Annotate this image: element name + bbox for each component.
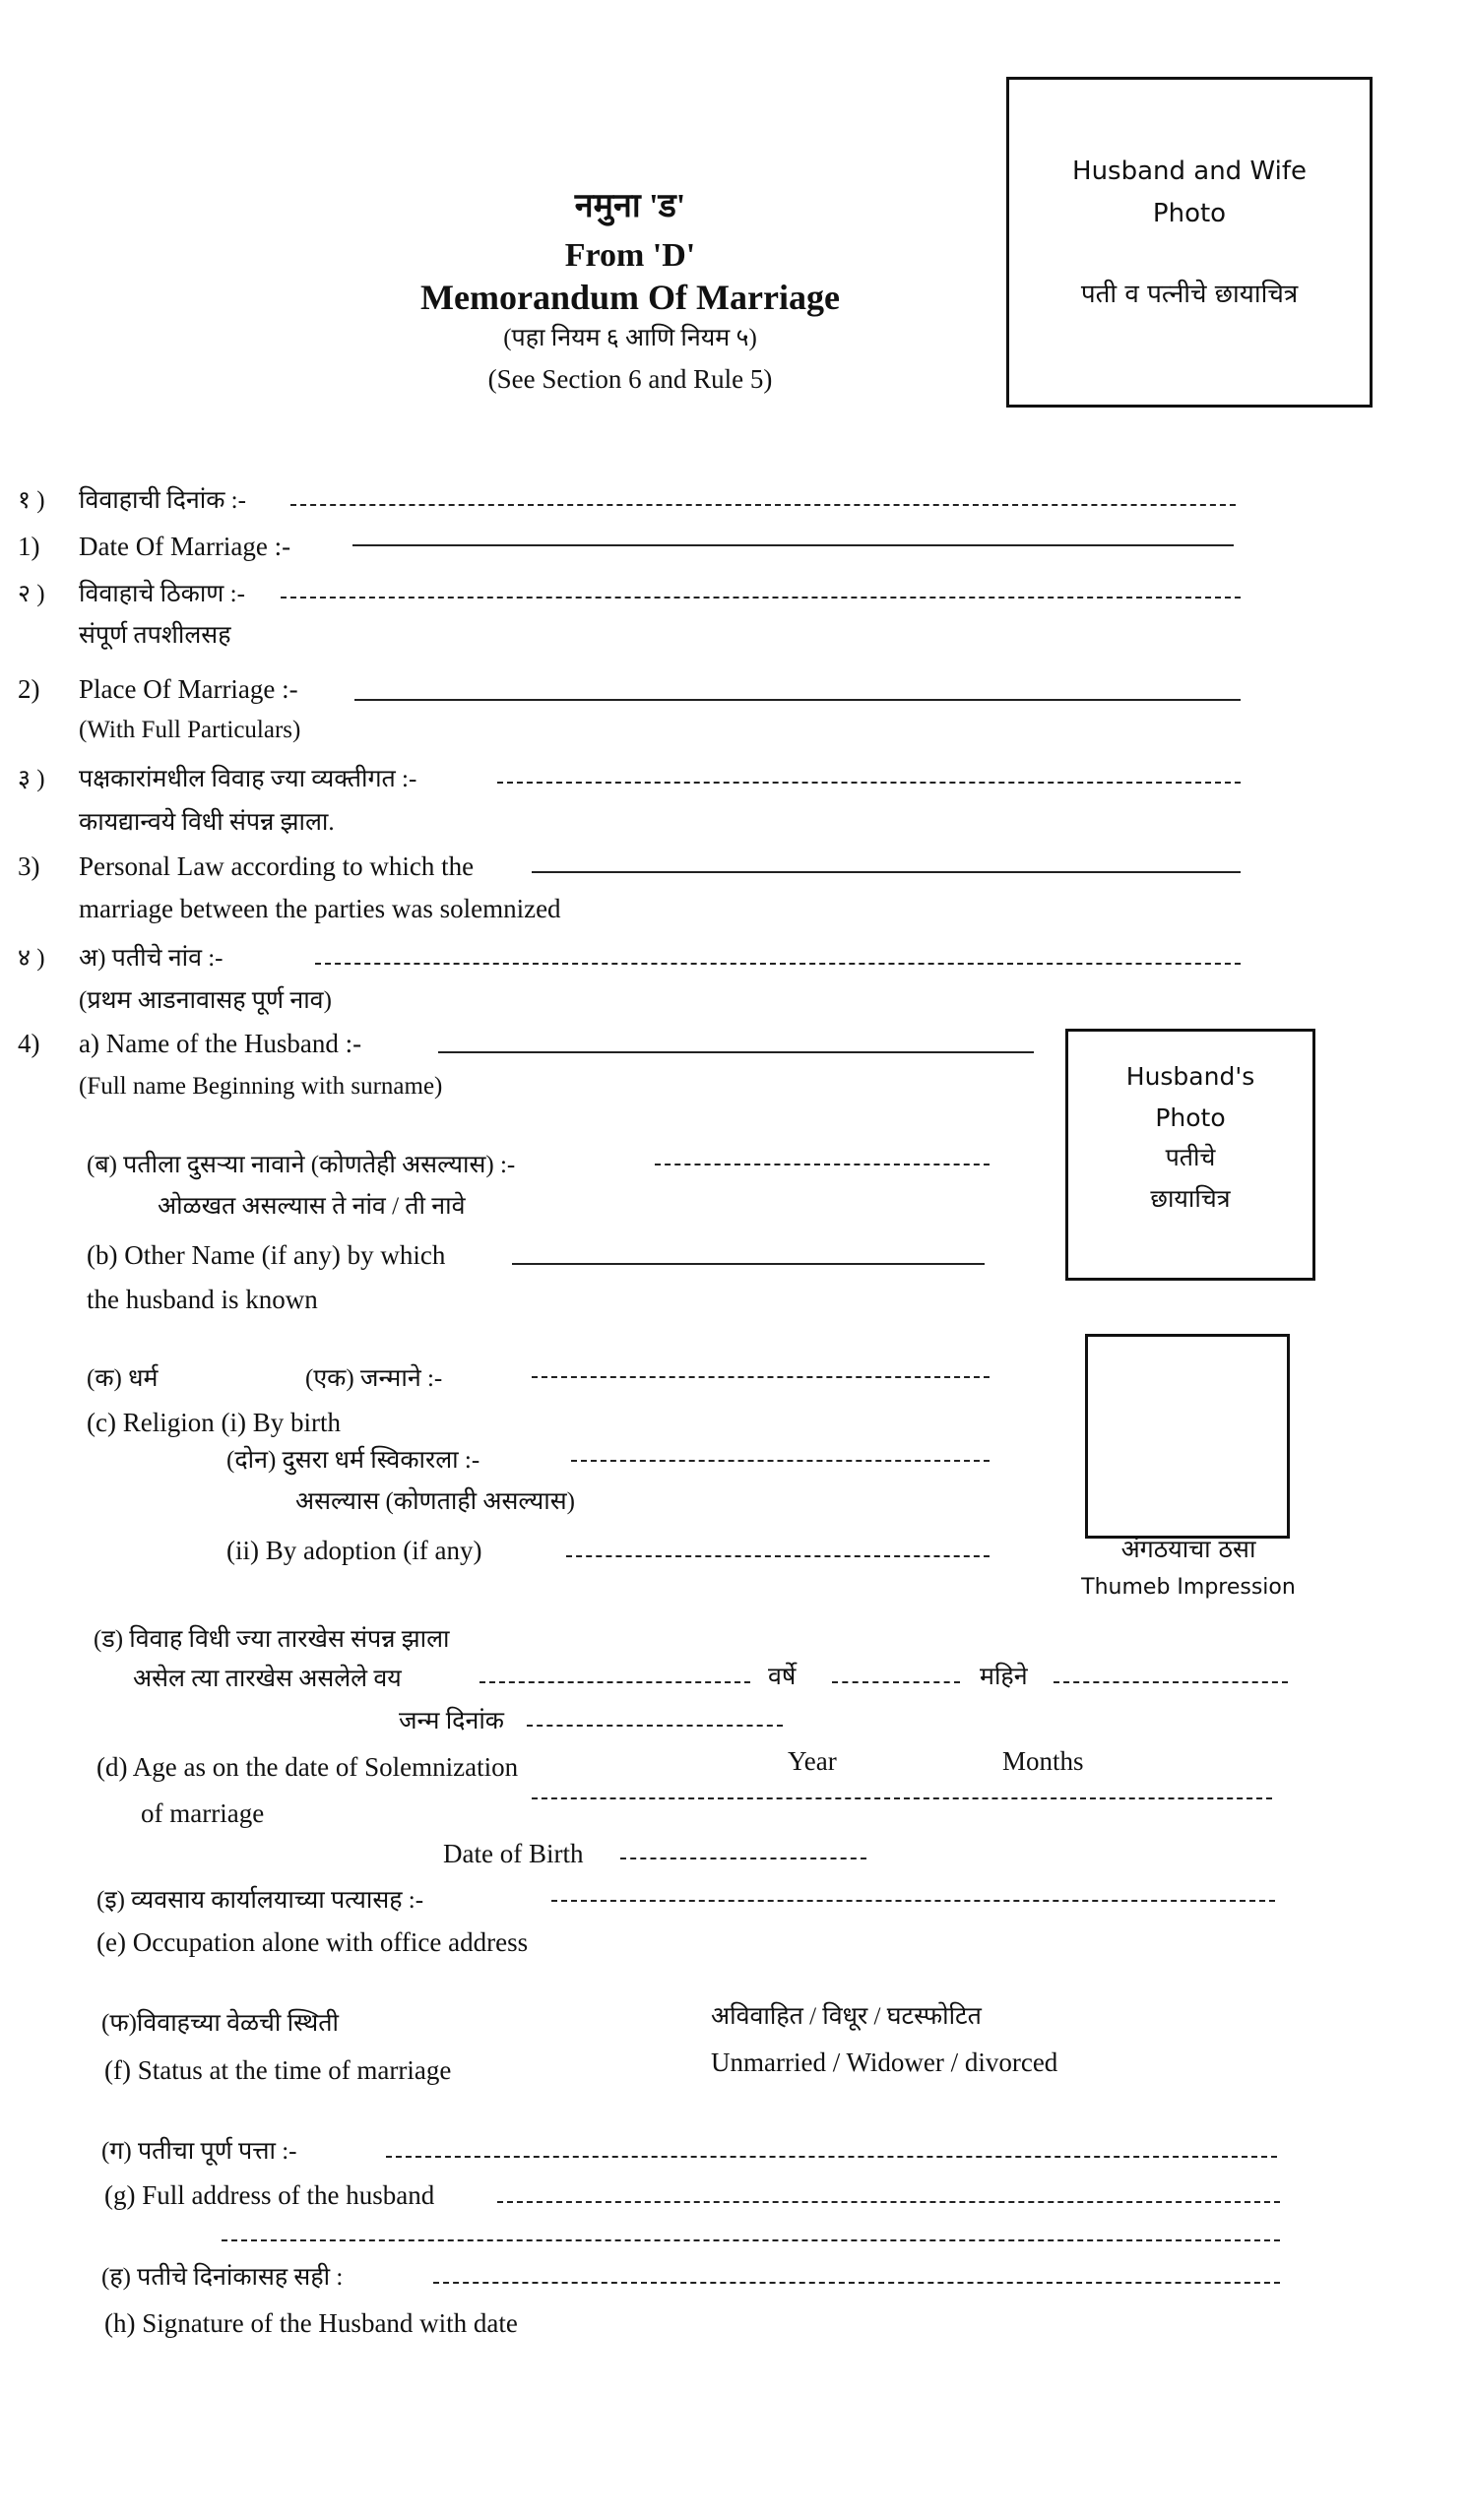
field4e-label-mr: (इ) व्यवसाय कार्यालयाच्या पत्यासह :-: [96, 1887, 424, 1914]
field4a-line-mr[interactable]: [315, 963, 1241, 965]
rule-reference-marathi: (पहा नियम ६ आणि नियम ५): [503, 325, 757, 351]
field4a-label: a) Name of the Husband :-: [79, 1029, 362, 1058]
field4f-label: (f) Status at the time of marriage: [104, 2055, 452, 2085]
age-years-field-mr[interactable]: [479, 1681, 750, 1683]
thumb-label-en: Thumeb Impression: [1081, 1575, 1296, 1600]
photo-box-line2: Photo: [1152, 199, 1227, 228]
field4-number-mr: ४ ): [18, 945, 45, 972]
personal-law-field[interactable]: [532, 871, 1241, 873]
field3-number-mr: ३ ): [18, 766, 45, 792]
status-options-en[interactable]: Unmarried / Widower / divorced: [711, 2048, 1058, 2077]
husband-photo-line3: पतीचे: [1165, 1143, 1216, 1171]
field4h-label: (h) Signature of the Husband with date: [104, 2308, 518, 2338]
signature-field[interactable]: [433, 2282, 1280, 2284]
date-of-marriage-field[interactable]: [352, 544, 1234, 546]
field3-label: Personal Law according to which the: [79, 851, 475, 881]
field1-number-mr: १ ): [18, 487, 45, 514]
field4d-year-en: Year: [788, 1746, 837, 1776]
field4b-label: (b) Other Name (if any) by which: [87, 1240, 446, 1270]
field4b-label-mr: (ब) पतीला दुसऱ्या नावाने (कोणतेही असल्यास) :-: [87, 1152, 516, 1178]
field4h-label-mr: (ह) पतीचे दिनांकासह सही :: [101, 2264, 344, 2291]
field4c-label-mr: (क) धर्म: [87, 1365, 159, 1392]
husband-photo-line4: छायाचित्र: [1150, 1184, 1231, 1213]
field4d-label-2: of marriage: [141, 1798, 265, 1828]
form-subtitle: Memorandum Of Marriage: [420, 278, 840, 317]
address-field-mr[interactable]: [386, 2156, 1277, 2158]
field3-label-mr: पक्षकारांमधील विवाह ज्या व्यक्तीगत :-: [79, 766, 417, 792]
field4d-months-en: Months: [1002, 1746, 1084, 1776]
field4e-label: (e) Occupation alone with office address: [96, 1927, 529, 1957]
address-field-line2[interactable]: [222, 2239, 1280, 2241]
field4g-label-mr: (ग) पतीचा पूर्ण पत्ता :-: [101, 2138, 297, 2165]
field4c-adopt-label: (ii) By adoption (if any): [226, 1536, 482, 1565]
rule-reference-english: (See Section 6 and Rule 5): [487, 364, 773, 394]
field4c-label: (c) Religion (i) By birth: [87, 1408, 341, 1437]
field4-number: 4): [18, 1029, 40, 1058]
husband-name-field[interactable]: [438, 1051, 1034, 1053]
field4c-birth-mr: (एक) जन्माने :-: [305, 1365, 443, 1392]
dob-field-mr[interactable]: [527, 1725, 783, 1727]
age-months-field-mr[interactable]: [832, 1681, 960, 1683]
field2-label: Place Of Marriage :-: [79, 674, 298, 704]
thumb-label-mr: अंगठयाचा ठसा: [1120, 1535, 1256, 1563]
status-options-mr[interactable]: अविवाहित / विधूर / घटस्फोटित: [711, 2003, 982, 2030]
field4b-label-2: the husband is known: [87, 1285, 318, 1314]
field2-label-mr-2: संपूर्ण तपशीलसह: [79, 622, 231, 649]
field3-number: 3): [18, 851, 40, 881]
field4c-adopt-mr-2: असल्यास (कोणताही असल्यास): [295, 1488, 575, 1515]
religion-adopt-field-mr[interactable]: [571, 1460, 990, 1462]
field4b-label-mr-2: ओळखत असल्यास ते नांव / ती नावे: [158, 1193, 466, 1220]
age-extra-field-mr[interactable]: [1054, 1681, 1288, 1683]
title-marathi: नमुना 'ड': [574, 188, 686, 224]
husband-photo-line2: Photo: [1155, 1103, 1226, 1132]
thumb-impression-box: [1085, 1334, 1290, 1539]
field3-label-mr-2: कायद्यान्वये विधी संपन्न झाला.: [79, 809, 335, 836]
date-of-birth-field[interactable]: [620, 1858, 866, 1859]
other-name-field[interactable]: [512, 1263, 985, 1265]
religion-birth-field-mr[interactable]: [532, 1376, 990, 1378]
field2-label-2: (With Full Particulars): [79, 717, 301, 743]
field1-number: 1): [18, 532, 40, 561]
field3-label-2: marriage between the parties was solemnized: [79, 894, 561, 923]
husband-photo-line1: Husband's: [1125, 1062, 1255, 1091]
field2-line-mr[interactable]: [281, 597, 1241, 598]
occupation-field-mr[interactable]: [551, 1900, 1275, 1902]
field2-number: 2): [18, 674, 40, 704]
religion-adopt-field[interactable]: [566, 1555, 990, 1557]
address-field[interactable]: [497, 2201, 1280, 2203]
field4c-adopt-mr: (दोन) दुसरा धर्म स्विकारला :-: [226, 1447, 480, 1474]
photo-box-marathi: पती व पत्नीचे छायाचित्र: [1080, 280, 1299, 309]
field4d-years-mr: वर्षे: [768, 1664, 797, 1690]
field4b-line-mr[interactable]: [655, 1164, 990, 1166]
field4d-label-mr: (ड) विवाह विधी ज्या तारखेस संपन्न झाला: [94, 1626, 450, 1653]
age-field[interactable]: [532, 1797, 1272, 1799]
field3-line-mr[interactable]: [497, 782, 1241, 784]
field4f-label-mr: (फ)विवाहच्या वेळची स्थिती: [101, 2010, 339, 2037]
field4a-label-2: (Full name Beginning with surname): [79, 1073, 443, 1100]
field4d-dob-mr: जन्म दिनांक: [399, 1708, 505, 1734]
couple-photo-box: [1006, 77, 1373, 408]
field1-label: Date Of Marriage :-: [79, 532, 291, 561]
photo-box-line1: Husband and Wife: [1072, 157, 1307, 186]
field2-label-mr: विवाहाचे ठिकाण :-: [79, 581, 245, 607]
field4d-months-mr: महिने: [980, 1664, 1028, 1690]
field4a-label-mr: अ) पतीचे नांव :-: [79, 945, 224, 972]
field4d-label-mr-2: असेल त्या तारखेस असलेले वय: [133, 1666, 402, 1692]
field1-label-mr: विवाहाची दिनांक :-: [79, 487, 246, 514]
field4g-label: (g) Full address of the husband: [104, 2180, 435, 2210]
place-of-marriage-field[interactable]: [354, 699, 1241, 701]
field2-number-mr: २ ): [18, 581, 45, 607]
title-english: From 'D': [564, 237, 696, 274]
field1-line-mr[interactable]: [290, 504, 1236, 506]
field4d-label: (d) Age as on the date of Solemnization: [96, 1752, 519, 1782]
field4d-dob-en: Date of Birth: [443, 1839, 584, 1868]
field4a-label-mr-2: (प्रथम आडनावासह पूर्ण नाव): [79, 987, 332, 1014]
